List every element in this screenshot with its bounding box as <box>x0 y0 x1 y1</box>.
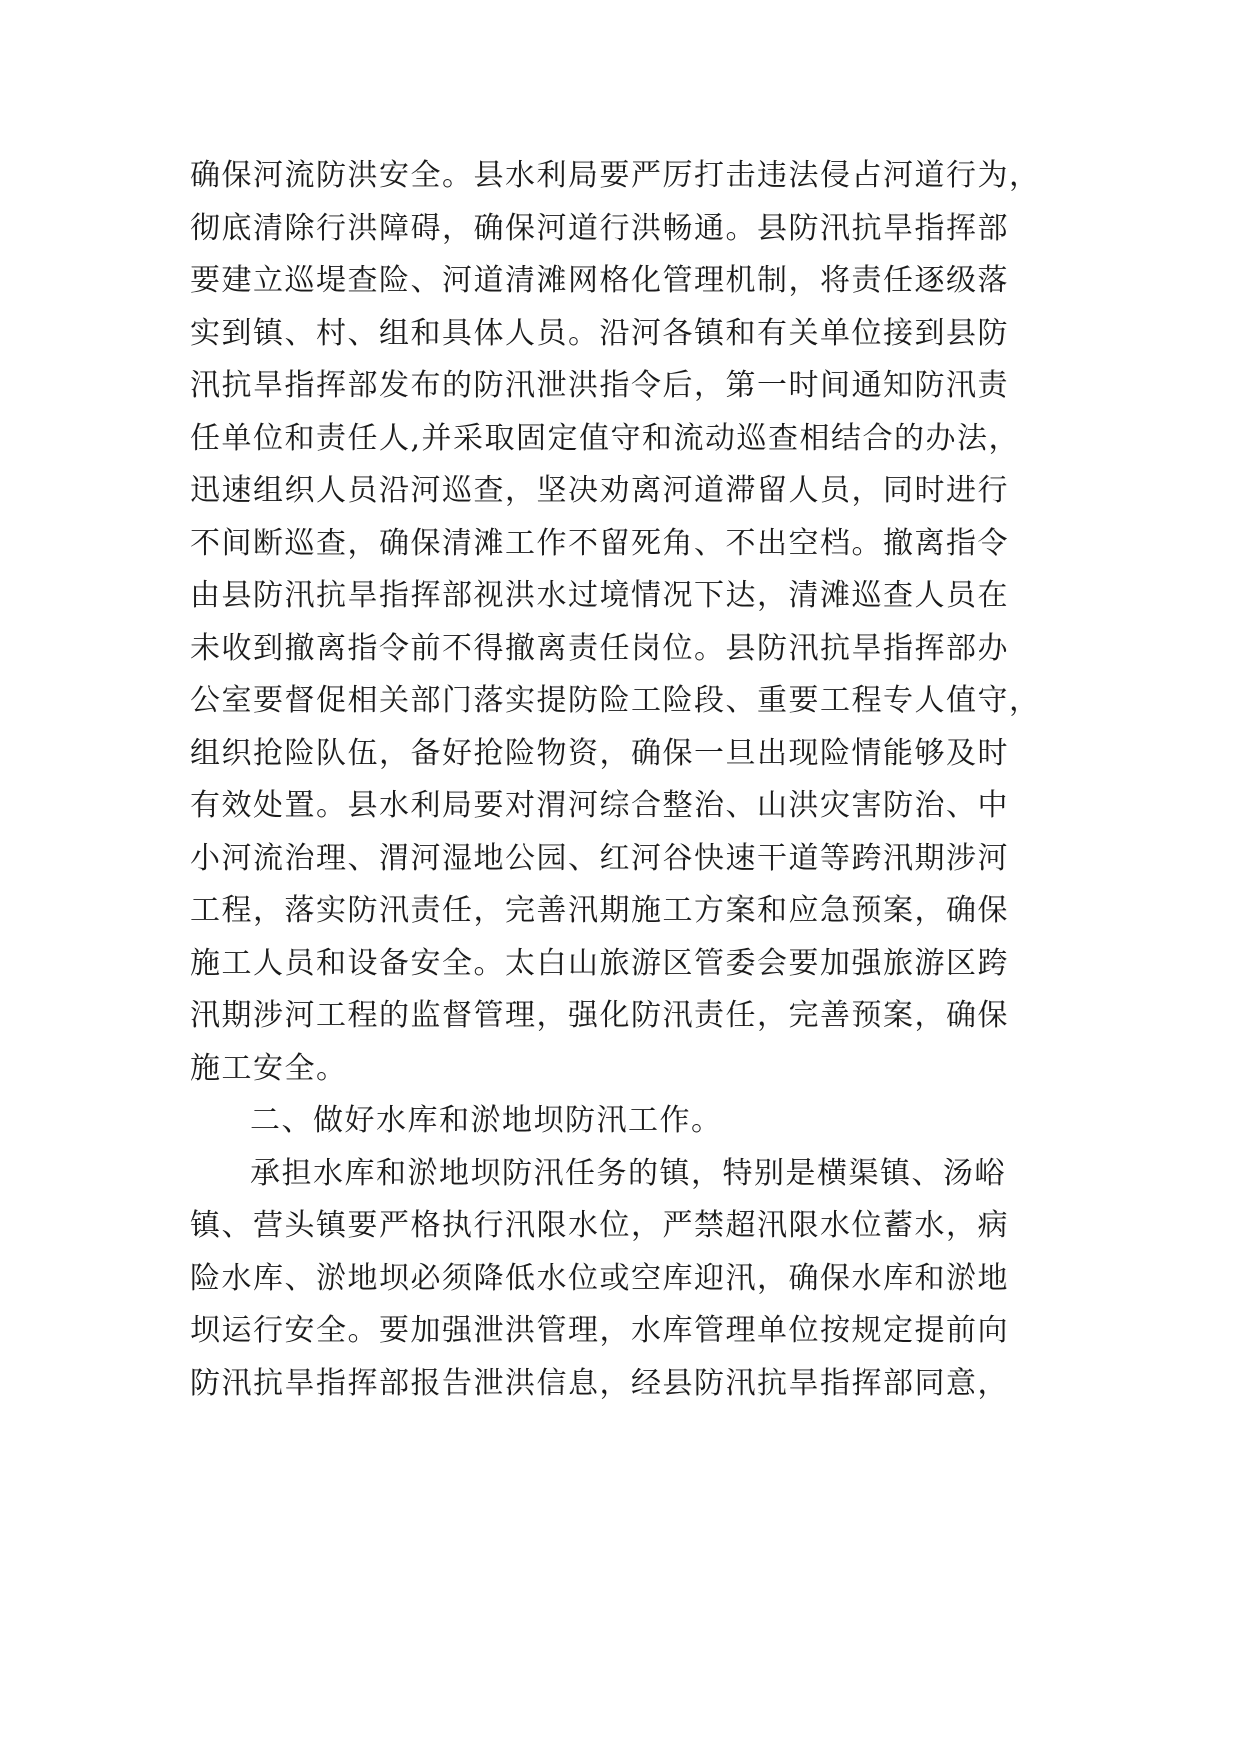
text-line: 不间断巡查，确保清滩工作不留死角、不出空档。撤离指令 <box>190 525 1009 561</box>
text-line: 承担水库和淤地坝防汛任务的镇，特别是横渠镇、汤峪 <box>250 1155 1006 1191</box>
text-line: 未收到撤离指令前不得撤离责任岗位。县防汛抗旱指挥部办 <box>190 630 1009 666</box>
text-line: 彻底清除行洪障碍，确保河道行洪畅通。县防汛抗旱指挥部 <box>190 210 1009 246</box>
text-line: 实到镇、村、组和具体人员。沿河各镇和有关单位接到县防 <box>190 315 1009 351</box>
text-line: 公室要督促相关部门落实提防险工险段、重要工程专人值守， <box>190 683 1041 718</box>
text-line: 要建立巡堤查险、河道清滩网格化管理机制，将责任逐级落 <box>190 263 1009 298</box>
text-line: 汛期涉河工程的监督管理，强化防汛责任，完善预案，确保 <box>190 998 1009 1033</box>
text-line: 工程，落实防汛责任，完善汛期施工方案和应急预案，确保 <box>190 893 1009 928</box>
text-line: 确保河流防洪安全。县水利局要严厉打击违法侵占河道行为， <box>190 158 1041 193</box>
text-line: 迅速组织人员沿河巡查，坚决劝离河道滞留人员，同时进行 <box>190 473 1009 508</box>
text-line: 坝运行安全。要加强泄洪管理，水库管理单位按规定提前向 <box>190 1313 1009 1348</box>
text-line: 小河流治理、渭河湿地公园、红河谷快速干道等跨汛期涉河 <box>190 840 1009 876</box>
text-line: 组织抢险队伍，备好抢险物资，确保一旦出现险情能够及时 <box>190 735 1009 771</box>
text-line: 险水库、淤地坝必须降低水位或空库迎汛，确保水库和淤地 <box>190 1260 1009 1296</box>
text-line: 镇、营头镇要严格执行汛限水位，严禁超汛限水位蓄水，病 <box>190 1208 1009 1243</box>
text-line: 汛抗旱指挥部发布的防汛泄洪指令后，第一时间通知防汛责 <box>190 368 1009 403</box>
document-body <box>190 150 1070 1410</box>
text-line: 施工安全。 <box>190 1050 348 1086</box>
text-line: 施工人员和设备安全。太白山旅游区管委会要加强旅游区跨 <box>190 945 1009 981</box>
text-line: 由县防汛抗旱指挥部视洪水过境情况下达，清滩巡查人员在 <box>190 578 1009 613</box>
section-heading: 二、做好水库和淤地坝防汛工作。 <box>250 1103 723 1138</box>
text-line: 任单位和责任人,并采取固定值守和流动巡查相结合的办法， <box>190 420 1021 456</box>
text-line: 防汛抗旱指挥部报告泄洪信息，经县防汛抗旱指挥部同意， <box>190 1365 1009 1401</box>
text-line: 有效处置。县水利局要对渭河综合整治、山洪灾害防治、中 <box>190 788 1009 823</box>
